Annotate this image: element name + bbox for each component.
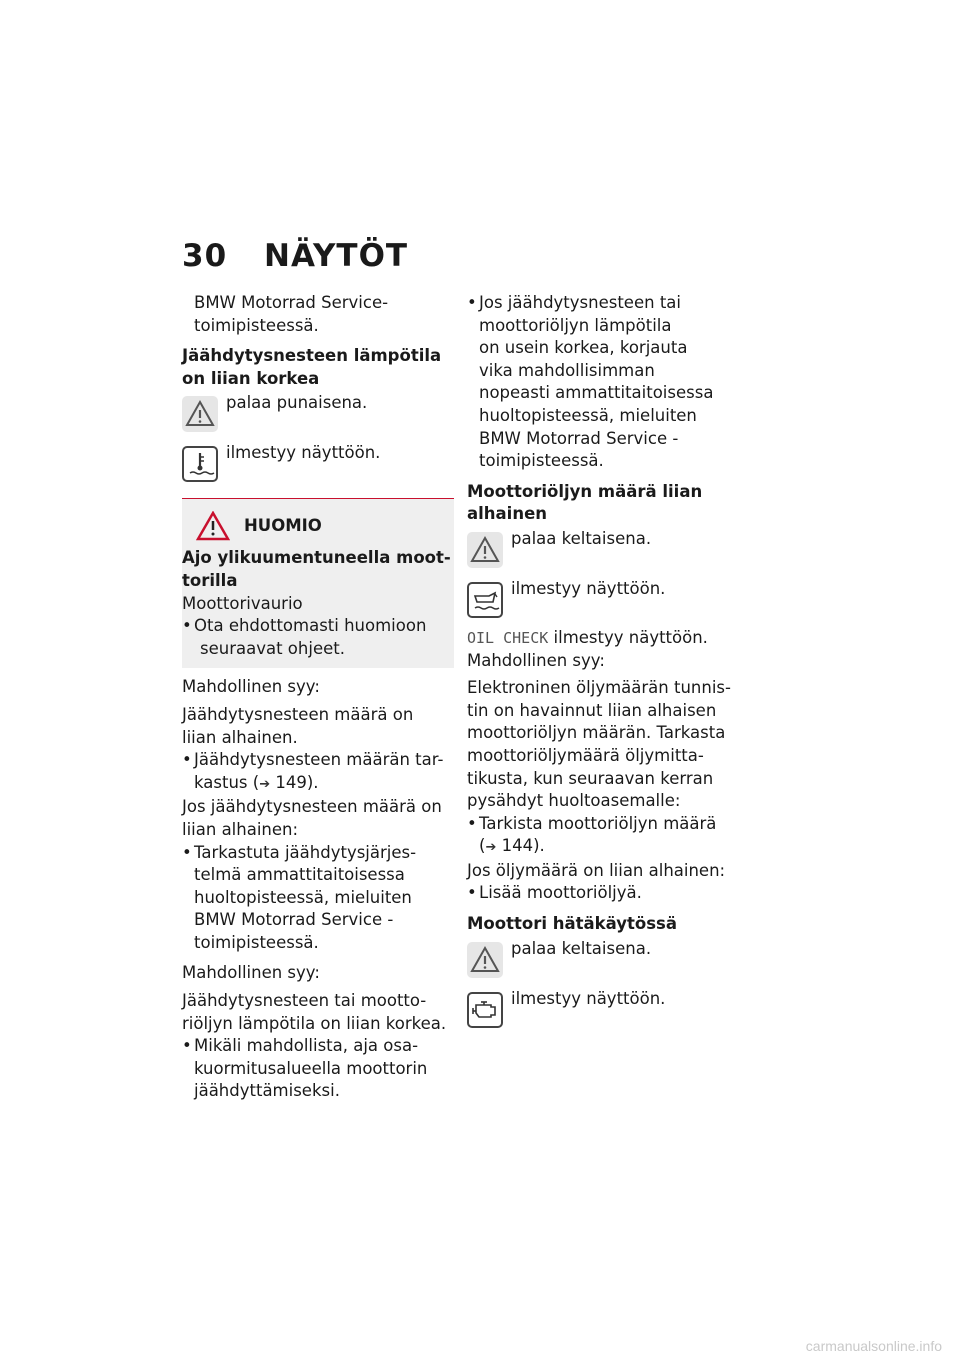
engine-icon [467,992,503,1028]
intro-line: toimipisteessä. [194,315,319,335]
engine-symbol-row [467,988,739,1032]
cause-text: Elektroninen öljymäärän tunnis- [467,678,731,698]
section-heading: Moottoriöljyn määrä liian [467,481,703,501]
cause-text: moottoriöljymäärä öljymitta- [467,745,704,765]
bullet-item-cont: toimipisteessä. [194,932,319,952]
bullet-item: • Jos jäähdytysnesteen tai [467,292,739,315]
notice-header [182,511,454,541]
section-heading: alhainen [467,504,548,524]
bullet-item: • Lisää moottoriöljyä. [467,882,739,905]
page-reference-arrow-icon: ➔ [259,776,271,792]
bullet-item: • Tarkastuta jäähdytysjärjes- [182,842,454,865]
icon-description: ilmestyy näyttöön. [511,578,666,598]
warning-triangle-icon [182,396,218,432]
cause-text: pysähdyt huoltoasemalle: [467,791,681,811]
bullet-item-cont: huoltopisteessä, mieluiten [194,887,412,907]
oil-level-symbol-row [467,578,739,622]
notice-subtitle: Moottorivaurio [182,593,303,613]
watermark: carmanualsonline.info [805,1338,942,1354]
bullet-item-cont: vika mahdollisimman [479,360,655,380]
notice-bullet: • Ota ehdottomasti huomioon [182,615,454,638]
chapter-title: NÄYTÖT [264,238,409,274]
bullet-item-cont: BMW Motorrad Service - [194,910,394,930]
cause-text: Jäähdytysnesteen tai mootto- [182,991,427,1011]
notice-label: HUOMIO [244,516,322,536]
warning-triangle-icon [467,942,503,978]
cause-text: tin on havainnut liian alhaisen [467,700,717,720]
display-code: OIL CHECK [467,628,549,647]
cause-label: Mahdollinen syy: [182,677,320,697]
cause-text: riöljyn lämpötila on liian korkea. [182,1013,447,1033]
icon-description: palaa keltaisena. [511,938,652,958]
coolant-temperature-icon [182,446,218,482]
left-column [182,292,454,1103]
cause-text: moottoriöljyn määrän. Tarkasta [467,723,726,743]
bullet-item-cont: moottoriöljyn lämpötila [479,315,672,335]
notice-box [182,498,454,668]
cause-text: liian alhainen. [182,727,298,747]
caution-triangle-icon [196,511,230,541]
instruction-text: liian alhainen: [182,819,299,839]
intro-line: BMW Motorrad Service- [194,293,389,312]
page-header [182,238,408,274]
bullet-item-cont: on usein korkea, korjauta [479,338,688,358]
bullet-item-cont: BMW Motorrad Service - [479,428,679,448]
icon-description: palaa keltaisena. [511,528,652,548]
page-reference[interactable]: 149). [275,772,319,792]
oil-level-icon [467,582,503,618]
bullet-item-cont: toimipisteessä. [479,451,604,471]
warning-triangle-icon [467,532,503,568]
bullet-item: • Tarkista moottoriöljyn määrä [467,813,739,836]
icon-description: ilmestyy näyttöön. [226,443,381,463]
icon-description: ilmestyy näyttöön. [511,988,666,1008]
right-column [467,292,739,1032]
notice-title: Ajo ylikuumentuneella moot- [182,548,451,568]
cause-label: Mahdollinen syy: [182,963,320,983]
instruction-text: Jos jäähdytysnesteen määrä on [182,797,442,817]
bullet-item: • Jäähdytysnesteen määrän tar- [182,749,454,772]
bullet-item-cont: nopeasti ammattitaitoisessa [479,383,714,403]
section-heading: on liian korkea [182,368,320,388]
bullet-item-cont: jäähdyttämiseksi. [194,1081,340,1101]
notice-bullet-cont: seuraavat ohjeet. [200,638,345,658]
instruction-text: Jos öljymäärä on liian alhainen: [467,860,726,880]
warning-light-row [467,938,739,982]
warning-light-row [467,528,739,572]
display-code-text: ilmestyy näyttöön. [548,627,708,647]
page-reference[interactable]: 144). [501,836,545,856]
page-number: 30 [182,238,228,274]
bullet-item-cont: telmä ammattitaitoisessa [194,865,405,885]
page-reference-arrow-icon: ➔ [485,840,497,856]
cause-text: Jäähdytysnesteen määrä on [182,704,414,724]
section-heading: Moottori hätäkäytössä [467,914,677,934]
icon-description: palaa punaisena. [226,393,368,413]
bullet-item: • Mikäli mahdollista, aja osa- [182,1035,454,1058]
bullet-item-cont: kastus ( [194,772,260,792]
cause-label: Mahdollinen syy: [467,650,605,670]
bullet-item-cont: kuormitusalueella moottorin [194,1058,428,1078]
warning-light-row [182,392,454,436]
cause-text: tikusta, kun seuraavan kerran [467,768,714,788]
coolant-symbol-row [182,442,454,486]
notice-title: torilla [182,570,238,590]
bullet-item-cont: ( [479,836,486,856]
bullet-item-cont: huoltopisteessä, mieluiten [479,405,697,425]
section-heading: Jäähdytysnesteen lämpötila [182,346,442,366]
